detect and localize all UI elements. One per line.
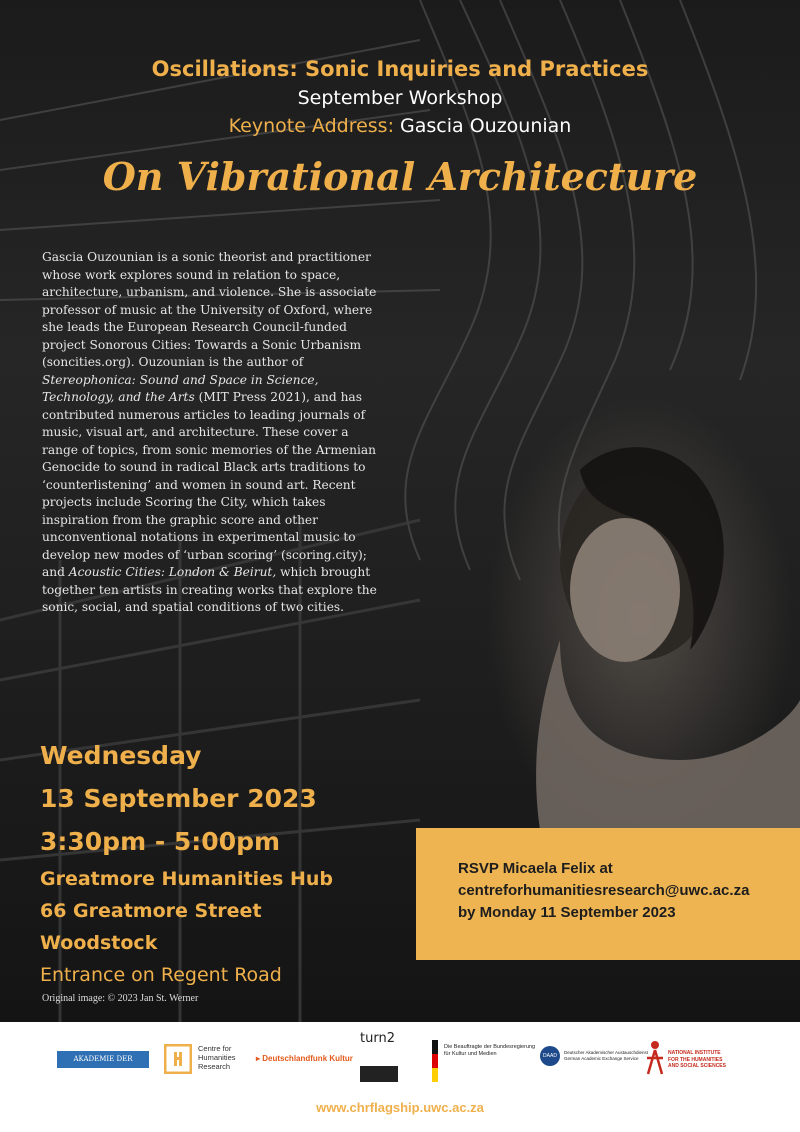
keynote-line [0, 112, 800, 140]
bio-book-title-2: Acoustic Cities: London & Beirut, [68, 565, 277, 579]
series-title: Oscillations: Sonic Inquiries and Practices [151, 57, 649, 81]
german-flag-icon [430, 1040, 440, 1084]
nihss-text-3: AND SOCIAL SCIENCES [668, 1063, 726, 1069]
daad-logo [540, 1046, 649, 1066]
event-suburb: Woodstock [40, 932, 158, 954]
bkm-text-1: Die Beauftragte der Bundesregierung [444, 1044, 536, 1050]
turn2-logo [360, 1032, 400, 1082]
bio-text-1: Gascia Ouzounian is a sonic theorist and practitioner whose work explores sound in relation to space, architecture, urbanism, and violence. She is associate professor of music at the University of Oxford, where she leads the European Research Council-funded project Sonorous Cities: Towards a Sonic Urbanism (soncities.org). Ouzounian is the author of [42, 250, 377, 369]
rsvp-deadline: by Monday 11 September 2023 [458, 904, 676, 921]
nihss-figure-icon [644, 1040, 666, 1076]
dlf-text: Deutschlandfunk Kultur [262, 1054, 353, 1063]
workshop-label: September Workshop [297, 87, 503, 109]
nihss-logo [644, 1040, 726, 1080]
nihss-text-2: FOR THE HUMANITIES [668, 1056, 723, 1063]
bio-text-2: (MIT Press 2021), and has contributed numerous articles to leading journals of music, visual art, and architecture. These cover a range of topics, from sonic memories of the Armenian Genocide to sound in radical Black arts traditions to ‘counterlistening’ and women in sound art. Recent projects include Scoring the City, which takes inspiration from the graphic score and other unconventional notations in experimental music to develop new modes of ‘urban scoring’ (scoring.city); and [42, 390, 377, 579]
chr-logo [164, 1044, 236, 1078]
chr-mark-icon [164, 1044, 192, 1074]
daad-mark-icon: DAAD [540, 1046, 560, 1066]
event-date: 13 September 2023 [40, 784, 317, 813]
dlf-logo [256, 1054, 353, 1063]
keynote-label: Keynote Address: [228, 115, 394, 137]
header [0, 54, 800, 140]
rsvp-box [416, 828, 800, 960]
event-day: Wednesday [40, 741, 202, 770]
turn2-mark-icon [360, 1066, 398, 1082]
dlf-icon: ▸ [256, 1054, 263, 1063]
bkm-logo [430, 1040, 536, 1088]
image-credit: Original image: © 2023 Jan St. Werner [42, 993, 199, 1004]
sponsor-logos [0, 1022, 800, 1132]
daad-text-2: German Academic Exchange Service [564, 1056, 639, 1061]
chr-text-3: Research [198, 1062, 231, 1071]
chr-text-2: Humanities [198, 1053, 236, 1062]
speaker-bio [42, 249, 387, 617]
bkm-text-2: für Kultur und Medien [444, 1051, 497, 1057]
nihss-text-1: NATIONAL INSTITUTE [668, 1050, 721, 1056]
event-street: 66 Greatmore Street [40, 900, 262, 922]
event-venue: Greatmore Humanities Hub [40, 868, 333, 890]
akademie-logo: AKADEMIE DER KÜNSTE [57, 1051, 149, 1068]
bio-book-title-1: Stereophonica: Sound and Space in Science, Technology, and the Arts [42, 372, 319, 404]
daad-text-1: Deutscher Akademischer Austauschdienst [564, 1050, 649, 1055]
event-time: 3:30pm - 5:00pm [40, 827, 281, 856]
chr-text-1: Centre for [198, 1044, 232, 1053]
turn2-text: turn2 [360, 1031, 395, 1046]
rsvp-contact: RSVP Micaela Felix at [458, 860, 613, 877]
rsvp-email[interactable]: centreforhumanitiesresearch@uwc.ac.za [458, 882, 750, 899]
keynote-speaker: Gascia Ouzounian [400, 115, 572, 137]
talk-title: On Vibrational Architecture [102, 154, 698, 199]
bio-text-3: which brought together ten artists in creating works that explore the sonic, social, and spatial conditions of two cities. [42, 565, 377, 614]
event-entrance: Entrance on Regent Road [40, 964, 282, 986]
event-details [40, 734, 400, 991]
website-link[interactable]: www.chrflagship.uwc.ac.za [316, 1100, 484, 1115]
